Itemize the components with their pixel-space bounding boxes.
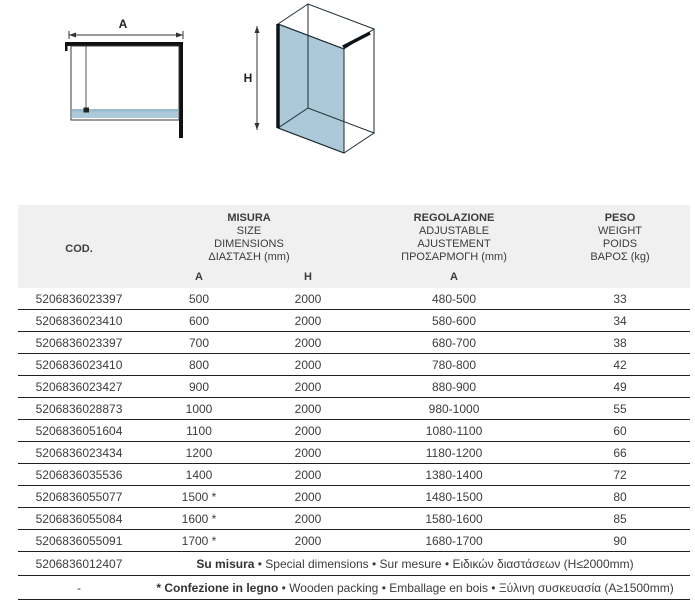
table-row — [18, 376, 690, 398]
cell-size-h: 2000 — [258, 442, 358, 464]
table-row — [18, 420, 690, 442]
cell-adjust-a: 780-800 — [358, 354, 550, 376]
col-header-cod — [18, 205, 140, 288]
subcol-size-h: H — [258, 266, 358, 288]
cell-weight: 72 — [550, 464, 690, 486]
cell-adjust-a: 680-700 — [358, 332, 550, 354]
width-dimension-arrow — [69, 31, 183, 39]
cell-size-a: 1000 — [140, 398, 258, 420]
col-header-peso: PESO WEIGHT POIDS ΒΑΡΟΣ (kg) — [550, 205, 690, 266]
table-row — [18, 288, 690, 310]
col-header-regolazione: REGOLAZIONE ADJUSTABLE AJUSTEMENT ΠΡΟΣΑΡΜΟΓΗ (mm) — [358, 205, 550, 266]
cell-size-a: 1600 * — [140, 508, 258, 530]
table-row — [18, 442, 690, 464]
cell-adjust-a: 1480-1500 — [358, 486, 550, 508]
table-row — [18, 332, 690, 354]
cell-cod: 5206836028873 — [18, 398, 140, 420]
footer-code: - — [18, 576, 140, 600]
cell-adjust-a: 1080-1100 — [358, 420, 550, 442]
side-wall-profile — [179, 42, 183, 138]
cell-weight: 49 — [550, 376, 690, 398]
cell-size-a: 500 — [140, 288, 258, 310]
table-row — [18, 310, 690, 332]
cell-cod: 5206836023397 — [18, 288, 140, 310]
cell-adjust-a: 1380-1400 — [358, 464, 550, 486]
table-body — [18, 288, 690, 600]
cell-size-a: 1400 — [140, 464, 258, 486]
cell-size-h: 2000 — [258, 486, 358, 508]
width-dimension-label: A — [118, 17, 128, 31]
cell-adjust-a: 980-1000 — [358, 398, 550, 420]
cell-cod: 5206836035536 — [18, 464, 140, 486]
cell-cod: 5206836023434 — [18, 442, 140, 464]
footer-note: Su misura • Special dimensions • Sur mesure • Ειδικών διαστάσεων (H≤2000mm) — [140, 552, 690, 576]
cell-adjust-a: 1180-1200 — [358, 442, 550, 464]
table-row — [18, 486, 690, 508]
support-bar-foot — [84, 108, 90, 113]
top-wall-profile — [65, 42, 183, 46]
cell-adjust-a: 1680-1700 — [358, 530, 550, 552]
cell-size-h: 2000 — [258, 332, 358, 354]
cell-weight: 66 — [550, 442, 690, 464]
cell-cod: 5206836055084 — [18, 508, 140, 530]
table-row — [18, 530, 690, 552]
cell-size-a: 1700 * — [140, 530, 258, 552]
cod-label: COD. — [65, 242, 93, 255]
table-header — [18, 205, 690, 288]
cell-size-h: 2000 — [258, 398, 358, 420]
cell-adjust-a: 480-500 — [358, 288, 550, 310]
cell-size-a: 900 — [140, 376, 258, 398]
cell-weight: 42 — [550, 354, 690, 376]
cell-size-a: 1500 * — [140, 486, 258, 508]
cell-weight: 55 — [550, 398, 690, 420]
footer-row-special-dimensions — [18, 552, 690, 576]
cell-size-a: 700 — [140, 332, 258, 354]
height-dimension-label: H — [243, 71, 253, 85]
cell-adjust-a: 1580-1600 — [358, 508, 550, 530]
cell-size-h: 2000 — [258, 508, 358, 530]
support-bracket — [343, 33, 370, 47]
footer-code: 5206836012407 — [18, 552, 140, 576]
cell-size-a: 800 — [140, 354, 258, 376]
subcol-adjust-a: A — [358, 266, 550, 288]
cell-weight: 90 — [550, 530, 690, 552]
cell-size-h: 2000 — [258, 310, 358, 332]
table-row — [18, 398, 690, 420]
table-row — [18, 508, 690, 530]
subcol-peso-empty — [550, 266, 690, 288]
cell-cod: 5206836051604 — [18, 420, 140, 442]
cell-cod: 5206836023397 — [18, 332, 140, 354]
cell-weight: 38 — [550, 332, 690, 354]
cell-adjust-a: 880-900 — [358, 376, 550, 398]
cell-weight: 34 — [550, 310, 690, 332]
cell-cod: 5206836023410 — [18, 354, 140, 376]
cell-weight: 85 — [550, 508, 690, 530]
subcol-size-a: A — [140, 266, 258, 288]
cell-size-a: 600 — [140, 310, 258, 332]
cell-cod: 5206836023427 — [18, 376, 140, 398]
footer-row-wooden-packing — [18, 576, 690, 600]
top-wall-stub — [65, 42, 68, 51]
cell-size-h: 2000 — [258, 376, 358, 398]
table-row — [18, 354, 690, 376]
cell-size-h: 2000 — [258, 464, 358, 486]
cell-size-h: 2000 — [258, 288, 358, 310]
table-row — [18, 464, 690, 486]
cell-cod: 5206836055091 — [18, 530, 140, 552]
cell-weight: 60 — [550, 420, 690, 442]
footer-note: * Confezione in legno • Wooden packing • Emballage en bois • Ξύλινη συσκευασία (A≥1500mm) — [140, 576, 690, 600]
cell-weight: 33 — [550, 288, 690, 310]
top-view-diagram — [55, 8, 195, 143]
glass-panel-iso — [278, 24, 344, 153]
isometric-diagram — [240, 0, 400, 170]
cell-size-h: 2000 — [258, 530, 358, 552]
cell-size-a: 1200 — [140, 442, 258, 464]
cell-weight: 80 — [550, 486, 690, 508]
cell-adjust-a: 580-600 — [358, 310, 550, 332]
cell-cod: 5206836055077 — [18, 486, 140, 508]
spec-table — [18, 205, 690, 600]
col-header-misura: MISURA SIZE DIMENSIONS ΔΙΑΣΤΑΣΗ (mm) — [140, 205, 358, 266]
cell-cod: 5206836023410 — [18, 310, 140, 332]
cell-size-h: 2000 — [258, 354, 358, 376]
cell-size-a: 1100 — [140, 420, 258, 442]
cell-size-h: 2000 — [258, 420, 358, 442]
